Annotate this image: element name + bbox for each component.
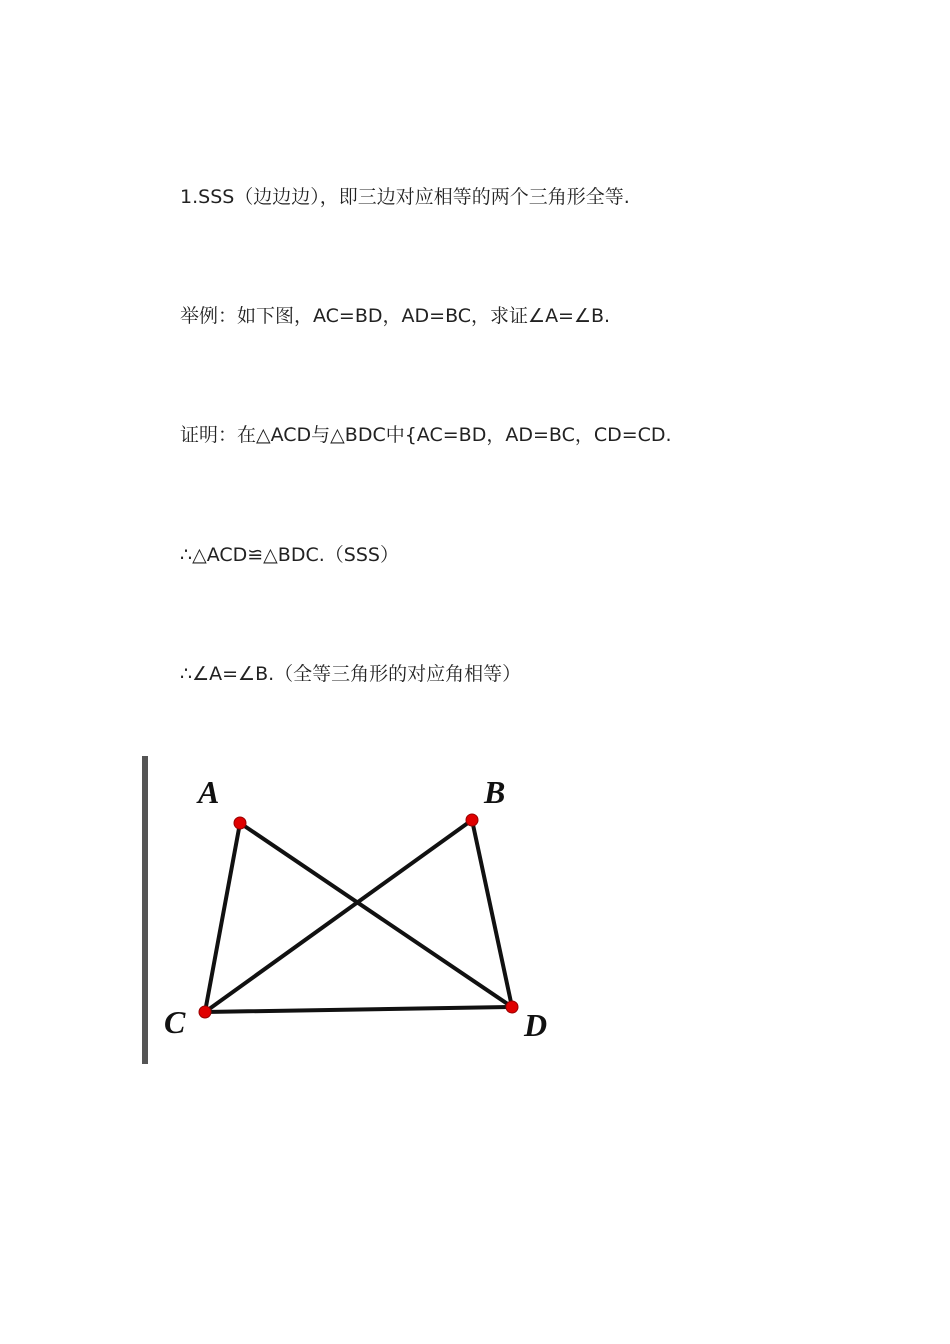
segment-bd <box>472 820 512 1007</box>
label-d: D <box>524 1007 548 1043</box>
point-b <box>466 814 478 826</box>
label-b: B <box>484 774 506 810</box>
point-c <box>199 1006 211 1018</box>
conclusion-angles: ∴∠A=∠B.（全等三角形的对应角相等） <box>180 663 522 685</box>
triangle-figure <box>150 756 570 1066</box>
label-a: A <box>198 774 220 810</box>
conclusion-congruence: ∴△ACD≌△BDC.（SSS） <box>180 544 399 566</box>
label-c: C <box>164 1004 186 1040</box>
proof-text: 证明：在△ACD与△BDC中{AC=BD，AD=BC，CD=CD. <box>180 424 672 446</box>
point-a <box>234 817 246 829</box>
figure-left-border <box>142 756 148 1064</box>
segment-ad <box>240 823 512 1007</box>
triangle-diagram <box>150 756 570 1066</box>
segment-bc <box>205 820 472 1012</box>
segment-ac <box>205 823 240 1012</box>
segment-cd <box>205 1007 512 1012</box>
definition-text: 1.SSS（边边边），即三边对应相等的两个三角形全等. <box>180 186 630 208</box>
point-d <box>506 1001 518 1013</box>
example-text: 举例：如下图，AC=BD，AD=BC，求证∠A=∠B. <box>180 305 611 327</box>
